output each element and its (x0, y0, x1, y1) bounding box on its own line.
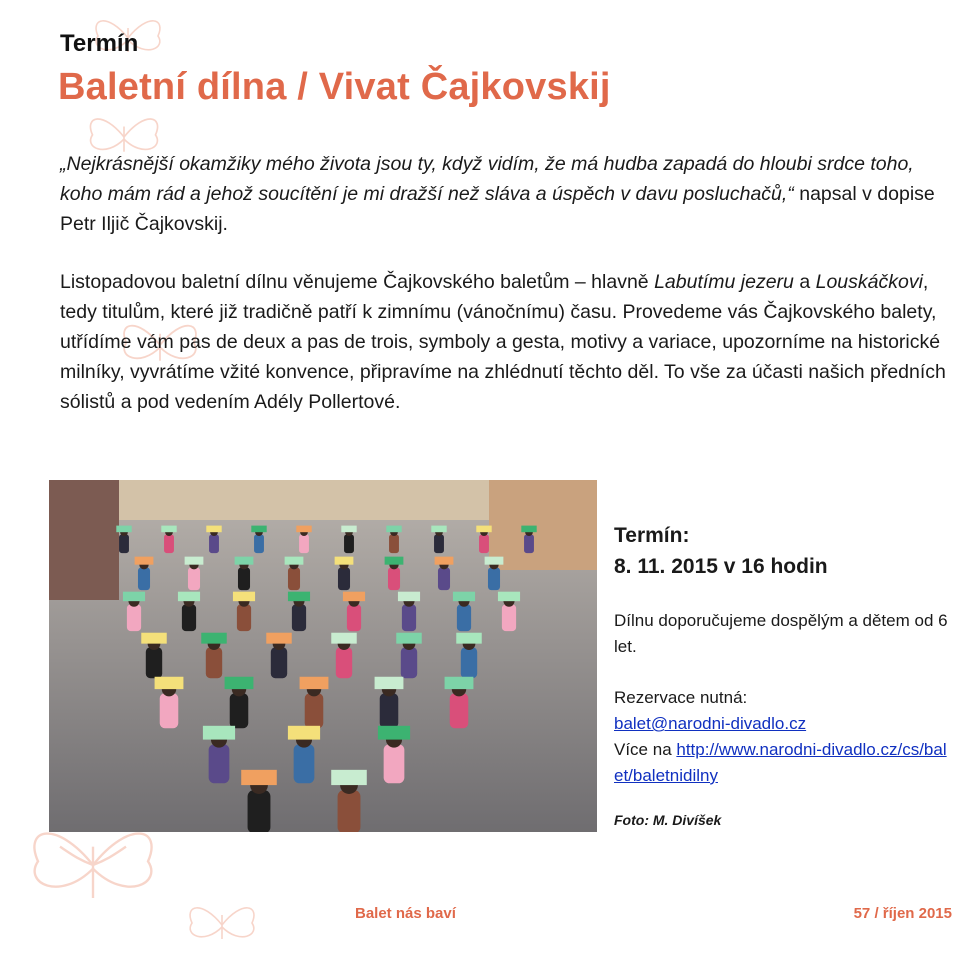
paper-sheet (266, 633, 291, 644)
workshop-photo (49, 480, 597, 832)
child-figure (292, 604, 306, 631)
paper-sheet (396, 633, 421, 644)
paper-sheet (203, 726, 235, 740)
child-figure (344, 534, 354, 553)
child-figure (384, 744, 405, 783)
paper-sheet (453, 592, 475, 601)
child-figure (188, 567, 200, 590)
child-figure (271, 647, 287, 678)
child-figure (438, 567, 450, 590)
child-figure (305, 693, 324, 728)
child-figure (209, 744, 230, 783)
paper-sheet (521, 526, 536, 533)
section-label: Termín (60, 30, 139, 57)
child-figure (488, 567, 500, 590)
paper-sheet (331, 770, 367, 785)
paper-sheet (141, 633, 166, 644)
child-figure (380, 693, 399, 728)
quote-text: „Nejkrásnější okamžiky mého života jsou ty, když vidím, že má hudba zapadá do hloubi srdce toho, koho mám rád a jehož soucítění je mi dražší než sláva a úspěch v davu posluchačů,“ (60, 153, 914, 205)
child-figure (457, 604, 471, 631)
paper-sheet (476, 526, 491, 533)
paragraph-part-2: a (793, 271, 816, 293)
child-figure (238, 567, 250, 590)
paper-sheet (225, 677, 254, 689)
paper-sheet (343, 592, 365, 601)
quote-attribution: napsal v dopise Petr Iljič Čajkovskij. (60, 183, 935, 235)
paper-sheet (135, 557, 154, 565)
footer-page-info: 57 / říjen 2015 (853, 905, 952, 922)
paper-sheet (251, 526, 266, 533)
paper-sheet (300, 677, 329, 689)
term-label: Termín: (614, 524, 690, 547)
child-figure (479, 534, 489, 553)
child-figure (450, 693, 469, 728)
work-title-swan-lake: Labutímu jezeru (654, 271, 794, 293)
age-recommendation: Dílnu doporučujeme dospělým a dětem od 6 let. (614, 611, 948, 656)
website-link[interactable]: http://www.narodni-divadlo.cz/cs/balet/baletnidilny (614, 740, 947, 785)
paper-sheet (485, 557, 504, 565)
child-figure (402, 604, 416, 631)
child-figure (138, 567, 150, 590)
paper-sheet (201, 633, 226, 644)
more-info-prefix: Více na (614, 740, 677, 759)
opening-quote (60, 149, 940, 239)
child-figure (388, 567, 400, 590)
paper-sheet (341, 526, 356, 533)
paper-sheet (123, 592, 145, 601)
reservation-label: Rezervace nutná: (614, 688, 748, 707)
term-date: 8. 11. 2015 v 16 hodin (614, 555, 828, 578)
paper-sheet (235, 557, 254, 565)
child-figure (127, 604, 141, 631)
photo-credit: Foto: M. Divíšek (614, 812, 722, 828)
paragraph-part-1: Listopadovou baletní dílnu věnujeme Čajkovského baletům – hlavně (60, 271, 655, 293)
article-paragraph (60, 267, 950, 417)
child-figure (336, 647, 352, 678)
child-figure (288, 567, 300, 590)
paper-sheet (185, 557, 204, 565)
child-figure (294, 744, 315, 783)
paper-sheet (288, 726, 320, 740)
footer-magazine-name: Balet nás baví (355, 905, 456, 922)
paper-sheet (178, 592, 200, 601)
child-figure (182, 604, 196, 631)
butterfly-decoration-icon (182, 895, 262, 955)
paper-sheet (241, 770, 277, 785)
child-figure (160, 693, 179, 728)
paper-sheet (456, 633, 481, 644)
child-figure (119, 534, 129, 553)
paper-sheet (431, 526, 446, 533)
page-title: Baletní dílna / Vivat Čajkovskij (58, 66, 611, 108)
paper-sheet (155, 677, 184, 689)
child-figure (434, 534, 444, 553)
paper-sheet (233, 592, 255, 601)
child-figure (164, 534, 174, 553)
paper-sheet (375, 677, 404, 689)
paper-sheet (385, 557, 404, 565)
paper-sheet (386, 526, 401, 533)
paper-sheet (296, 526, 311, 533)
child-figure (401, 647, 417, 678)
child-figure (237, 604, 251, 631)
paper-sheet (116, 526, 131, 533)
workshop-photo-illustration (49, 480, 597, 832)
child-figure (524, 534, 534, 553)
paper-sheet (161, 526, 176, 533)
child-figure (347, 604, 361, 631)
paper-sheet (335, 557, 354, 565)
work-title-nutcracker: Louskáčkovi (815, 271, 923, 293)
child-figure (338, 567, 350, 590)
paper-sheet (285, 557, 304, 565)
child-figure (230, 693, 249, 728)
child-figure (206, 647, 222, 678)
paper-sheet (398, 592, 420, 601)
child-figure (389, 534, 399, 553)
reservation-block (614, 685, 954, 789)
email-link[interactable]: balet@narodni-divadlo.cz (614, 714, 807, 733)
paper-sheet (206, 526, 221, 533)
child-figure (248, 790, 271, 832)
paper-sheet (445, 677, 474, 689)
child-figure (146, 647, 162, 678)
paper-sheet (498, 592, 520, 601)
child-figure (502, 604, 516, 631)
child-figure (254, 534, 264, 553)
child-figure (299, 534, 309, 553)
child-figure (338, 790, 361, 832)
child-figure (461, 647, 477, 678)
paper-sheet (331, 633, 356, 644)
paper-sheet (435, 557, 454, 565)
child-figure (209, 534, 219, 553)
paper-sheet (288, 592, 310, 601)
paragraph-part-3: , tedy titulům, které již tradičně patří k zimnímu (vánočnímu) času. Provedeme vás Čajkovského balety, utřídíme vám pas de deux a pas de trois, symboly a gesta, motivy a variace, upozorníme na historické milníky, vyvrátíme vžité konvence, připravíme na zhlédnutí těchto děl. To vše za účasti našich předních sólistů a pod vedením Adély Pollertové. (60, 271, 946, 413)
paper-sheet (378, 726, 410, 740)
